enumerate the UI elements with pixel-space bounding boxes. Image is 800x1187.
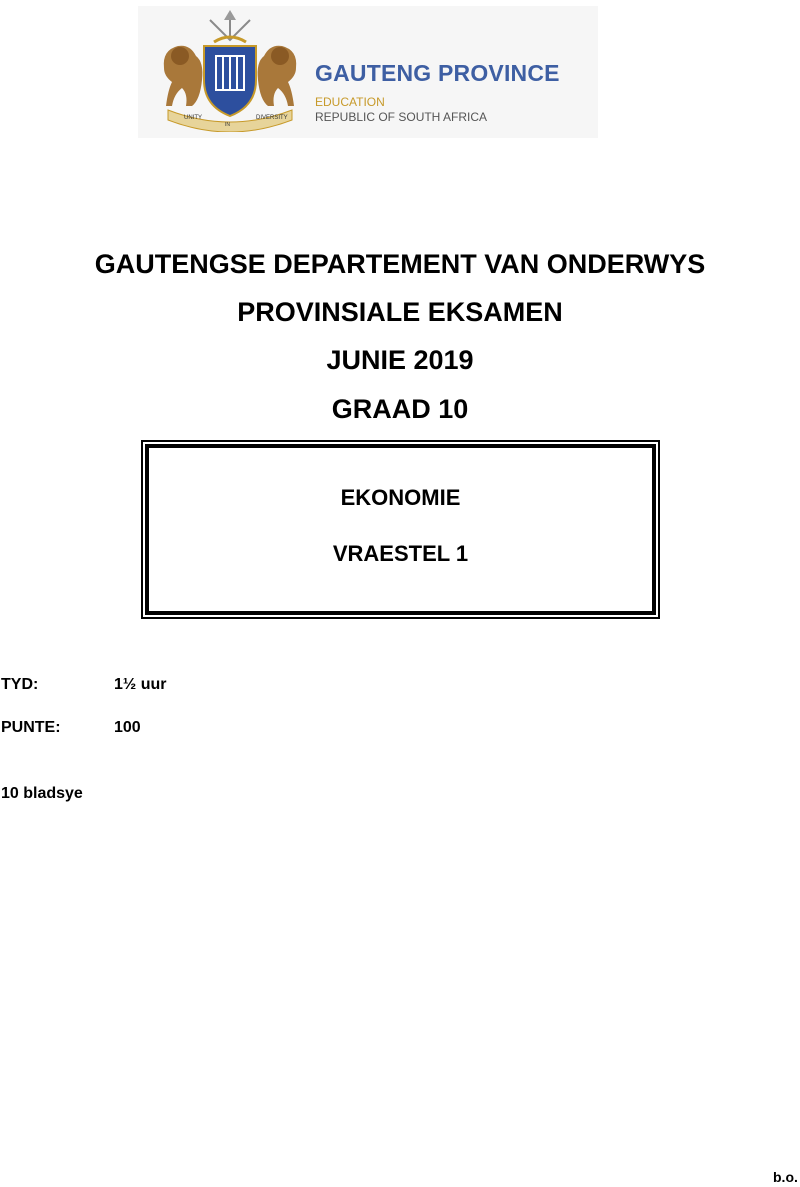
time-label: TYD: (1, 676, 39, 693)
page-count-note: 10 bladsye (1, 785, 83, 802)
motto-left: UNITY (184, 115, 202, 121)
brand-department: EDUCATION (315, 95, 385, 109)
motto-middle: IN (225, 122, 230, 128)
grade-title: GRAAD 10 (331, 394, 469, 424)
marks-label: PUNTE: (1, 719, 61, 736)
department-title: GAUTENGSE DEPARTEMENT VAN ONDERWYS (94, 249, 706, 279)
motto-right: DIVERSITY (256, 115, 288, 121)
subject-box-inner (145, 444, 656, 615)
exam-date-title: JUNIE 2019 (326, 345, 474, 375)
brand-name: GAUTENG PROVINCE (315, 60, 560, 86)
marks-value: 100 (114, 719, 141, 736)
subject-name: EKONOMIE (340, 485, 461, 510)
paper-number: VRAESTEL 1 (332, 541, 469, 566)
please-turn-over: b.o. (773, 1169, 798, 1185)
time-value: 1½ uur (114, 676, 167, 693)
brand-country: REPUBLIC OF SOUTH AFRICA (315, 110, 488, 124)
gauteng-coat-of-arms-icon (152, 10, 308, 132)
gauteng-education-logo (138, 6, 598, 138)
subject-box (141, 440, 660, 619)
exam-type-title: PROVINSIALE EKSAMEN (237, 297, 563, 327)
